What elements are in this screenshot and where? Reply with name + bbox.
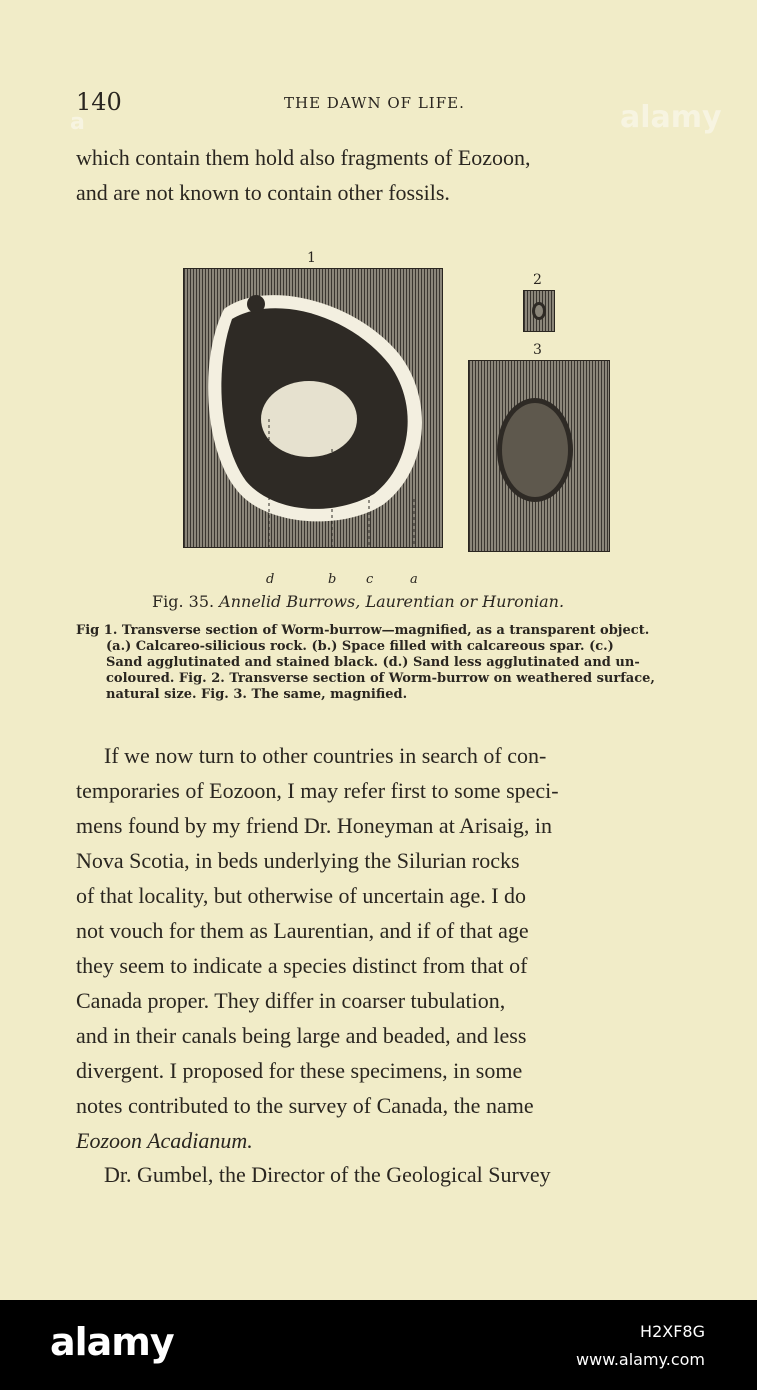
panel-label-2: 2 — [533, 272, 542, 288]
text-line: they seem to indicate a species distinct from that of — [76, 953, 528, 978]
alamy-logo: alamy — [50, 1320, 174, 1364]
text-line: notes contributed to the survey of Canada, the name — [76, 1093, 534, 1118]
figure-panel-natural-size — [523, 290, 555, 332]
site-url[interactable]: www.alamy.com — [576, 1350, 705, 1369]
text-line: Dr. Gumbel, the Director of the Geological Survey — [104, 1162, 551, 1187]
pointer-c: c — [366, 572, 374, 587]
text-line: not vouch for them as Laurentian, and if of that age — [76, 918, 529, 943]
text-line: Canada proper. They differ in coarser tubulation, — [76, 988, 506, 1013]
small-burrow-icon — [524, 291, 554, 331]
description-line: Sand agglutinated and stained black. (d.) Sand less agglutinated and un- — [106, 655, 640, 670]
text-line: mens found by my friend Dr. Honeyman at Arisaig, in — [76, 813, 552, 838]
text-line: If we now turn to other countries in search of con- — [104, 743, 547, 768]
pointer-a: a — [410, 572, 418, 587]
paragraph-main — [76, 738, 704, 1158]
figure-caption — [152, 592, 564, 611]
pointer-d: d — [266, 572, 275, 587]
stock-footer-bar — [0, 1300, 757, 1390]
text-line: which contain them hold also fragments of Eozoon, — [76, 145, 531, 170]
figure-description — [76, 623, 706, 703]
pointer-letters — [183, 562, 441, 592]
weathered-burrow-icon — [469, 361, 609, 551]
text-line-species-name: Eozoon Acadianum. — [76, 1128, 253, 1153]
paragraph-top — [76, 140, 704, 210]
text-line: temporaries of Eozoon, I may refer first to some speci- — [76, 778, 559, 803]
figure-title: Annelid Burrows, Laurentian or Huronian. — [219, 592, 565, 611]
figure-panel-magnified — [468, 360, 610, 552]
text-line: and are not known to contain other fossils. — [76, 180, 450, 205]
page-number: 140 — [76, 88, 122, 116]
page-header — [76, 88, 707, 118]
description-line: Fig 1. Transverse section of Worm-burrow—magnified, as a transparent object. — [76, 623, 650, 638]
watermark-logo: alamy — [620, 100, 722, 135]
text-line: Nova Scotia, in beds underlying the Silurian rocks — [76, 848, 520, 873]
text-line: and in their canals being large and beaded, and less — [76, 1023, 527, 1048]
description-line: natural size. Fig. 3. The same, magnified. — [106, 687, 408, 702]
description-line: coloured. Fig. 2. Transverse section of Worm-burrow on weathered surface, — [106, 671, 655, 686]
panel-label-1: 1 — [307, 250, 316, 266]
figure-35 — [183, 250, 613, 590]
image-id: H2XF8G — [640, 1322, 705, 1341]
pointer-b: b — [328, 572, 337, 587]
watermark-mark: a — [70, 110, 85, 135]
running-head: THE DAWN OF LIFE. — [284, 94, 465, 112]
text-line: of that locality, but otherwise of uncertain age. I do — [76, 883, 527, 908]
text-line: divergent. I proposed for these specimens, in some — [76, 1058, 523, 1083]
figure-panel-transverse-section — [183, 268, 443, 548]
paragraph-last — [76, 1157, 704, 1192]
panel-label-3: 3 — [533, 342, 542, 358]
worm-burrow-section-icon — [184, 269, 442, 547]
description-line: (a.) Calcareo-silicious rock. (b.) Space filled with calcareous spar. (c.) — [106, 639, 614, 654]
figure-number: Fig. 35. — [152, 592, 215, 611]
